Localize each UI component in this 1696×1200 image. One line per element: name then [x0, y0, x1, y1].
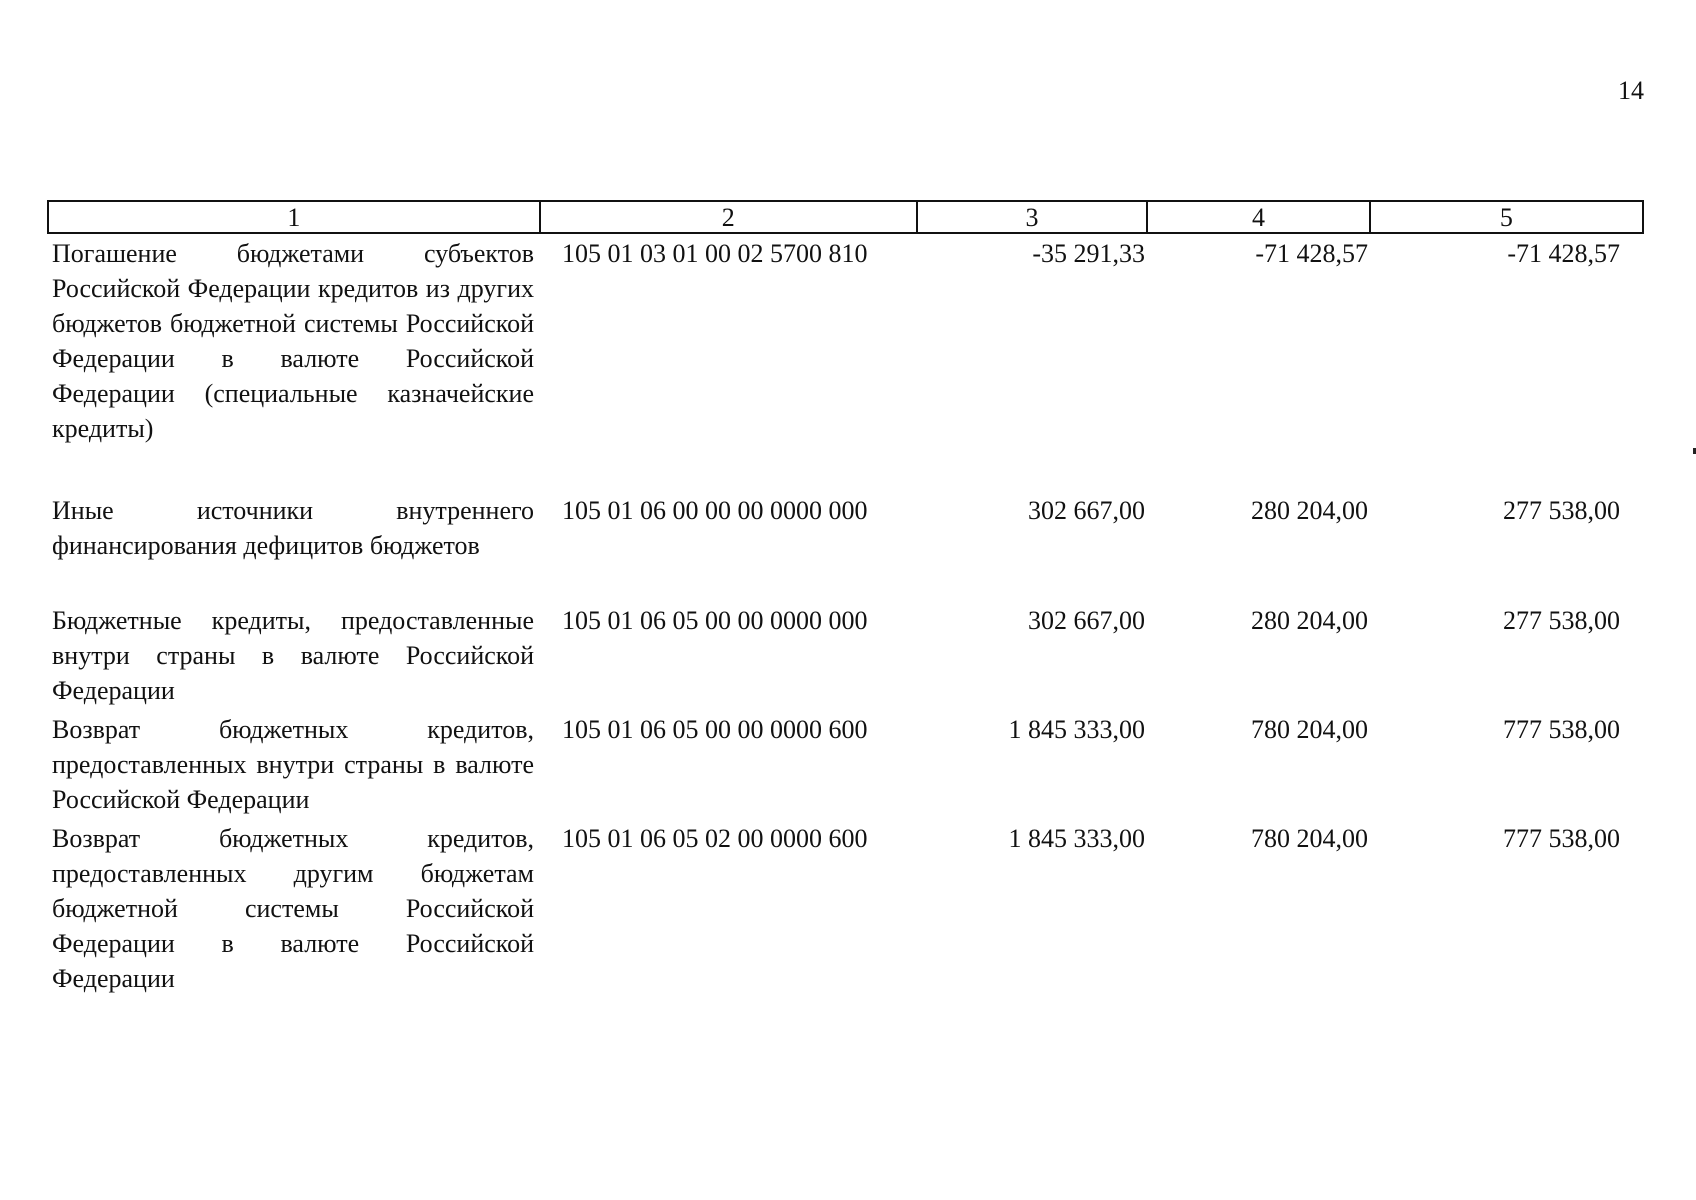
row-value-5: 277 538,00 — [1503, 606, 1620, 635]
table-header-row — [47, 200, 1644, 234]
table-row — [47, 491, 1644, 601]
column-header-3: 3 — [918, 202, 1148, 232]
row-value-4: -71 428,57 — [1255, 239, 1368, 268]
row-value-4: 780 204,00 — [1251, 715, 1368, 744]
table-row — [47, 819, 1644, 999]
row-code: 105 01 06 05 02 00 0000 600 — [562, 824, 868, 853]
row-name: Возврат бюджетных кредитов, предоставленных внутри страны в валюте Российской Федерации — [52, 715, 534, 814]
table-row — [47, 710, 1644, 819]
row-value-3: 302 667,00 — [1028, 496, 1145, 525]
row-value-5: 777 538,00 — [1503, 715, 1620, 744]
row-value-3: 1 845 333,00 — [1008, 824, 1145, 853]
row-name: Бюджетные кредиты, предоставленные внутри страны в валюте Российской Федерации — [52, 606, 534, 705]
column-header-4: 4 — [1148, 202, 1370, 232]
row-value-4: 280 204,00 — [1251, 496, 1368, 525]
column-header-5: 5 — [1499, 203, 1513, 232]
row-code: 105 01 06 00 00 00 0000 000 — [562, 496, 868, 525]
row-code: 105 01 03 01 00 02 5700 810 — [562, 239, 868, 268]
table-row — [47, 234, 1644, 491]
row-name: Погашение бюджетами субъектов Российской Федерации кредитов из других бюджетов бюджетной системы Российской Федерации в валюте Российской Федерации (специальные казначейские кредиты) — [52, 239, 534, 443]
row-value-5: -71 428,57 — [1507, 239, 1620, 268]
row-code: 105 01 06 05 00 00 0000 600 — [562, 715, 868, 744]
row-code: 105 01 06 05 00 00 0000 000 — [562, 606, 868, 635]
row-value-3: 1 845 333,00 — [1008, 715, 1145, 744]
row-name: Иные источники внутреннего финансирования дефицитов бюджетов — [52, 496, 534, 560]
row-value-4: 280 204,00 — [1251, 606, 1368, 635]
row-value-3: 302 667,00 — [1028, 606, 1145, 635]
table-row — [47, 601, 1644, 710]
row-value-4: 780 204,00 — [1251, 824, 1368, 853]
row-value-5: 277 538,00 — [1503, 496, 1620, 525]
row-name: Возврат бюджетных кредитов, предоставленных другим бюджетам бюджетной системы Российской Федерации в валюте Российской Федерации — [52, 824, 534, 993]
row-value-5: 777 538,00 — [1503, 824, 1620, 853]
column-header-2: 2 — [541, 202, 918, 232]
row-value-3: -35 291,33 — [1032, 239, 1145, 268]
budget-table — [47, 200, 1644, 999]
column-header-1: 1 — [49, 202, 541, 232]
page-number: 14 — [1618, 76, 1644, 105]
